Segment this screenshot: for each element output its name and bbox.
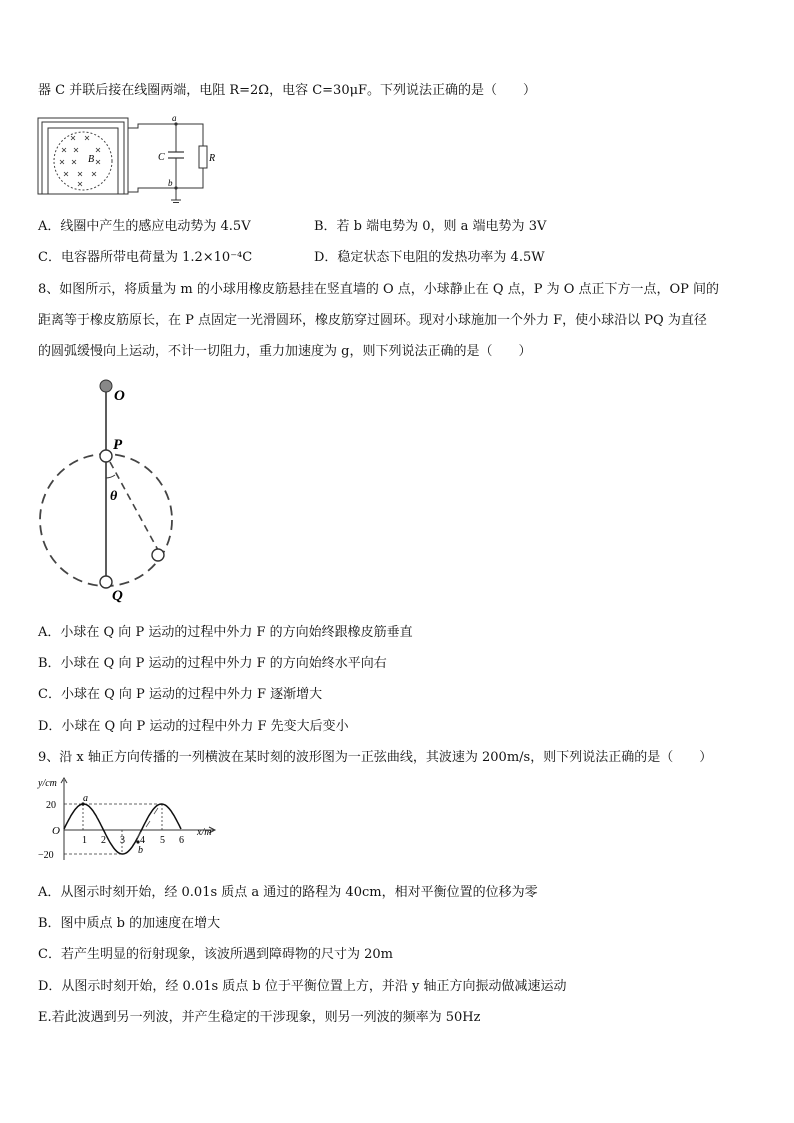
q7-label-a: a bbox=[172, 113, 177, 123]
q7-stem-tail: 器 C 并联后接在线圈两端，电阻 R=2Ω，电容 C=30μF。下列说法正确的是（ ） bbox=[38, 83, 537, 98]
q9-x-tick-6: 6 bbox=[179, 835, 184, 846]
q9-x-tick-1: 1 bbox=[82, 835, 87, 846]
q7-option-c[interactable]: C．电容器所带电荷量为 1.2×10⁻⁴C bbox=[38, 250, 253, 265]
q9-y-tick-neg20: −20 bbox=[38, 850, 54, 861]
q9-x-tick-4: 4 bbox=[140, 835, 145, 846]
q7-option-a[interactable]: A．线圈中产生的感应电动势为 4.5V bbox=[38, 219, 251, 234]
q9-point-b: b bbox=[138, 845, 143, 856]
q8-option-c[interactable]: C．小球在 Q 向 P 运动的过程中外力 F 逐渐增大 bbox=[38, 687, 323, 702]
q9-x-tick-2: 2 bbox=[101, 835, 106, 846]
q9-option-c[interactable]: C．若产生明显的衍射现象，该波所遇到障碍物的尺寸为 20m bbox=[38, 947, 393, 962]
q7-label-C: C bbox=[158, 152, 165, 163]
q9-x-tick-5: 5 bbox=[160, 835, 165, 846]
q7-label-B: B bbox=[88, 154, 95, 165]
q9-point-a: a bbox=[83, 793, 88, 804]
q9-option-b[interactable]: B．图中质点 b 的加速度在增大 bbox=[38, 916, 221, 931]
q8-figure bbox=[30, 378, 200, 604]
q9-x-label: x/m bbox=[197, 827, 212, 838]
q8-label-Q: Q bbox=[112, 588, 123, 604]
q7-label-R: R bbox=[209, 153, 216, 164]
q9-x-tick-3: 3 bbox=[120, 835, 125, 846]
q8-option-a[interactable]: A．小球在 Q 向 P 运动的过程中外力 F 的方向始终跟橡皮筋垂直 bbox=[38, 625, 413, 640]
q9-wave-figure bbox=[34, 774, 234, 864]
q7-circuit-figure bbox=[38, 113, 228, 206]
q8-stem-line-2: 距离等于橡皮筋原长，在 P 点固定一光滑圆环，橡皮筋穿过圆环。现对小球施加一个外力 F，使小球沿以 PQ 为直径 bbox=[38, 313, 707, 328]
q7-option-d[interactable]: D．稳定状态下电阻的发热功率为 4.5W bbox=[314, 250, 545, 265]
q8-label-theta: θ bbox=[110, 489, 118, 504]
q7-label-b: b bbox=[168, 178, 173, 188]
q9-origin: O bbox=[52, 825, 60, 837]
q8-option-d[interactable]: D．小球在 Q 向 P 运动的过程中外力 F 先变大后变小 bbox=[38, 719, 349, 734]
q9-y-label: y/cm bbox=[38, 778, 57, 789]
q8-label-O: O bbox=[114, 388, 125, 404]
q8-stem-line-1: 8、如图所示，将质量为 m 的小球用橡皮筋悬挂在竖直墙的 O 点，小球静止在 Q 点，P 为 O 点正下方一点，OP 间的 bbox=[38, 282, 720, 297]
q9-option-d[interactable]: D．从图示时刻开始，经 0.01s 质点 b 位于平衡位置上方，并沿 y 轴正方向振动做减速运动 bbox=[38, 979, 567, 994]
q7-option-b[interactable]: B．若 b 端电势为 0，则 a 端电势为 3V bbox=[314, 219, 547, 234]
q9-option-e[interactable]: E.若此波遇到另一列波，并产生稳定的干涉现象，则另一列波的频率为 50Hz bbox=[38, 1010, 481, 1025]
q8-label-P: P bbox=[113, 437, 123, 453]
q8-option-b[interactable]: B．小球在 Q 向 P 运动的过程中外力 F 的方向始终水平向右 bbox=[38, 656, 387, 671]
q9-option-a[interactable]: A．从图示时刻开始，经 0.01s 质点 a 通过的路程为 40cm，相对平衡位置的位移为零 bbox=[38, 885, 538, 900]
q8-stem-line-3: 的圆弧缓慢向上运动，不计一切阻力，重力加速度为 g，则下列说法正确的是（ ） bbox=[38, 344, 532, 359]
q9-stem: 9、沿 x 轴正方向传播的一列横波在某时刻的波形图为一正弦曲线，其波速为 200m/s，则下列说法正确的是（ ） bbox=[38, 750, 713, 765]
q9-y-tick-20: 20 bbox=[46, 800, 56, 811]
